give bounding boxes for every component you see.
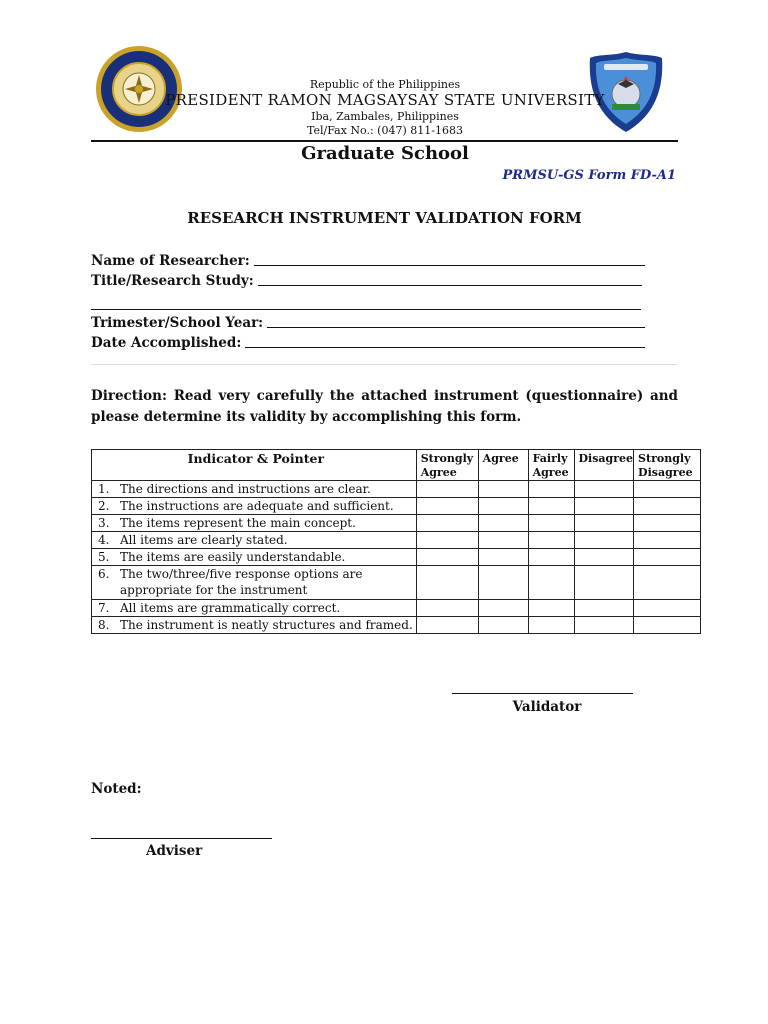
rating-cell[interactable] <box>416 600 478 617</box>
table-row <box>92 617 701 634</box>
rating-cell[interactable] <box>574 549 634 566</box>
rating-cell[interactable] <box>528 515 574 532</box>
indicator-cell <box>92 532 417 549</box>
rating-cell[interactable] <box>574 617 634 634</box>
item-number: 3. <box>98 516 110 530</box>
rating-cell[interactable] <box>634 600 701 617</box>
header-strongly-agree: Strongly Agree <box>416 450 478 481</box>
table-row <box>92 498 701 515</box>
republic-line: Republic of the Philippines <box>309 78 461 91</box>
research-title-line-2[interactable] <box>91 296 641 310</box>
telfax-line: Tel/Fax No.: (047) 811-1683 <box>307 124 463 137</box>
rating-cell[interactable] <box>528 566 574 600</box>
indicator-cell <box>92 481 417 498</box>
indicator-cell <box>92 600 417 617</box>
table-row <box>92 600 701 617</box>
rating-cell[interactable] <box>528 481 574 498</box>
rating-cell[interactable] <box>634 617 701 634</box>
rating-cell[interactable] <box>478 481 528 498</box>
section-divider <box>91 364 678 365</box>
header-divider <box>91 140 678 142</box>
item-text: The items are easily understandable. <box>120 550 346 564</box>
rating-cell[interactable] <box>634 498 701 515</box>
rating-cell[interactable] <box>478 566 528 600</box>
item-text: All items are grammatically correct. <box>120 601 341 615</box>
rating-cell[interactable] <box>574 600 634 617</box>
research-title-line[interactable] <box>258 273 642 286</box>
date-accomplished-line[interactable] <box>245 335 645 348</box>
rating-cell[interactable] <box>528 600 574 617</box>
rating-cell[interactable] <box>634 481 701 498</box>
researcher-name-field[interactable] <box>91 253 645 269</box>
address-line: Iba, Zambales, Philippines <box>311 110 459 123</box>
rating-cell[interactable] <box>634 566 701 600</box>
item-text: The instrument is neatly structures and framed. <box>120 618 413 632</box>
item-number: 7. <box>98 601 110 615</box>
header-agree: Agree <box>478 450 528 481</box>
validation-table <box>91 449 701 634</box>
rating-cell[interactable] <box>478 549 528 566</box>
item-text: All items are clearly stated. <box>120 533 288 547</box>
item-number: 4. <box>98 533 110 547</box>
header-strongly-disagree: Strongly Disagree <box>634 450 701 481</box>
rating-cell[interactable] <box>478 600 528 617</box>
rating-cell[interactable] <box>634 549 701 566</box>
rating-cell[interactable] <box>574 566 634 600</box>
trimester-label: Trimester/School Year: <box>91 315 264 331</box>
item-text: The two/three/five response options are <box>120 567 363 581</box>
rating-cell[interactable] <box>478 498 528 515</box>
rating-cell[interactable] <box>634 515 701 532</box>
validator-signature-line[interactable] <box>452 693 633 694</box>
date-accomplished-field[interactable] <box>91 335 645 351</box>
date-accomplished-label: Date Accomplished: <box>91 335 242 351</box>
item-number: 8. <box>98 618 110 632</box>
validator-label: Validator <box>512 699 582 715</box>
table-row <box>92 566 701 600</box>
trimester-line[interactable] <box>267 315 645 328</box>
rating-cell[interactable] <box>478 617 528 634</box>
header-fairly-agree: Fairly Agree <box>528 450 574 481</box>
adviser-signature-line[interactable] <box>91 838 272 839</box>
table-row <box>92 532 701 549</box>
university-name: PRESIDENT RAMON MAGSAYSAY STATE UNIVERSITY <box>165 91 605 109</box>
noted-label: Noted: <box>91 781 142 797</box>
table-row <box>92 515 701 532</box>
rating-cell[interactable] <box>528 498 574 515</box>
indicator-cell <box>92 549 417 566</box>
rating-cell[interactable] <box>574 515 634 532</box>
rating-cell[interactable] <box>416 566 478 600</box>
indicator-cell <box>92 498 417 515</box>
rating-cell[interactable] <box>528 532 574 549</box>
item-number: 6. <box>98 567 110 581</box>
item-number: 5. <box>98 550 110 564</box>
researcher-name-label: Name of Researcher: <box>91 253 250 269</box>
rating-cell[interactable] <box>528 549 574 566</box>
form-title: RESEARCH INSTRUMENT VALIDATION FORM <box>187 209 582 227</box>
header-disagree: Disagree <box>574 450 634 481</box>
adviser-label: Adviser <box>146 843 203 859</box>
form-code: PRMSU-GS Form FD-A1 <box>502 168 676 183</box>
indicator-cell <box>92 617 417 634</box>
item-number: 2. <box>98 499 110 513</box>
item-text: The instructions are adequate and sufficient. <box>120 499 394 513</box>
direction-text: Direction: Read very carefully the attached instrument (questionnaire) and please determine its validity by accomplishing this form. <box>91 388 678 425</box>
school-name: Graduate School <box>301 143 469 164</box>
researcher-name-line[interactable] <box>254 253 645 266</box>
table-row <box>92 549 701 566</box>
rating-cell[interactable] <box>478 532 528 549</box>
rating-cell[interactable] <box>528 617 574 634</box>
rating-cell[interactable] <box>416 532 478 549</box>
indicator-cell <box>92 566 417 600</box>
rating-cell[interactable] <box>574 498 634 515</box>
indicator-cell <box>92 515 417 532</box>
rating-cell[interactable] <box>416 515 478 532</box>
item-number: 1. <box>98 482 110 496</box>
item-text: The items represent the main concept. <box>120 516 356 530</box>
rating-cell[interactable] <box>574 481 634 498</box>
rating-cell[interactable] <box>416 481 478 498</box>
rating-cell[interactable] <box>416 549 478 566</box>
rating-cell[interactable] <box>634 532 701 549</box>
rating-cell[interactable] <box>574 532 634 549</box>
header-indicator: Indicator & Pointer <box>92 450 417 481</box>
table-row <box>92 481 701 498</box>
item-text-continued: appropriate for the instrument <box>120 583 308 597</box>
rating-cell[interactable] <box>416 617 478 634</box>
research-title-field[interactable] <box>91 273 642 289</box>
research-title-label: Title/Research Study: <box>91 273 254 289</box>
item-text: The directions and instructions are clear. <box>120 482 371 496</box>
trimester-field[interactable] <box>91 315 645 331</box>
rating-cell[interactable] <box>416 498 478 515</box>
rating-cell[interactable] <box>478 515 528 532</box>
